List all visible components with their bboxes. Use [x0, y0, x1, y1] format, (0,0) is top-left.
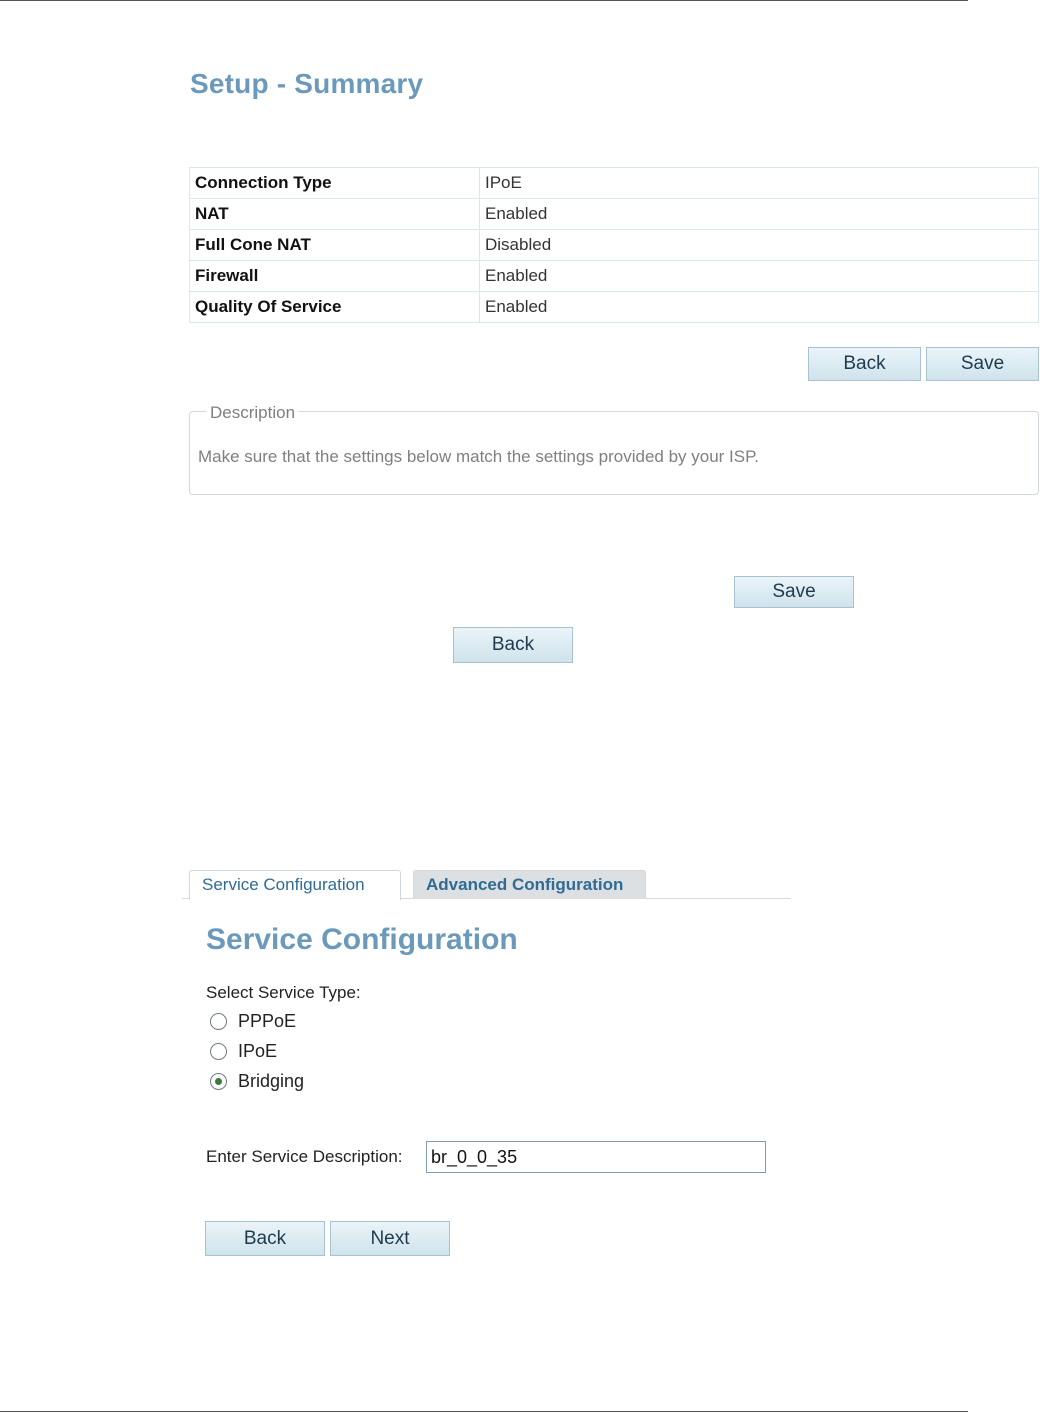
- page-title: Setup - Summary: [190, 68, 424, 99]
- page-bottom-rule: [0, 1411, 968, 1412]
- row-label: Connection Type: [190, 168, 480, 199]
- save-button[interactable]: Save: [734, 576, 854, 608]
- page-top-rule: [0, 0, 968, 1]
- row-label: NAT: [190, 199, 480, 230]
- radio-label: Bridging: [238, 1070, 305, 1091]
- radio-option-bridging[interactable]: [210, 1070, 304, 1092]
- service-title: Service Configuration: [206, 923, 518, 956]
- table-row: [190, 199, 1039, 230]
- row-label: Full Cone NAT: [190, 230, 480, 261]
- tab-service-configuration[interactable]: Service Configuration: [189, 870, 401, 900]
- radio-option-ipoe[interactable]: [210, 1040, 277, 1062]
- row-value: IPoE: [480, 168, 1039, 199]
- table-row: [190, 292, 1039, 323]
- next-button[interactable]: Next: [330, 1221, 450, 1256]
- description-box: [189, 403, 1039, 495]
- row-label: Firewall: [190, 261, 480, 292]
- description-text: Make sure that the settings below match the settings provided by your ISP.: [198, 447, 759, 466]
- radio-button-selected[interactable]: [210, 1073, 227, 1090]
- summary-table: [189, 167, 1039, 323]
- description-legend: Description: [206, 403, 299, 423]
- row-label: Quality Of Service: [190, 292, 480, 323]
- service-description-label: Enter Service Description:: [206, 1147, 403, 1166]
- table-row: [190, 261, 1039, 292]
- radio-option-pppoe[interactable]: [210, 1010, 296, 1032]
- radio-button[interactable]: [210, 1013, 227, 1030]
- service-description-input[interactable]: [426, 1141, 766, 1173]
- radio-label: PPPoE: [238, 1010, 297, 1031]
- row-value: Disabled: [480, 230, 1039, 261]
- radio-label: IPoE: [238, 1040, 278, 1061]
- summary-back-button[interactable]: Back: [808, 347, 921, 381]
- tab-advanced-configuration[interactable]: Advanced Configuration: [413, 870, 646, 899]
- row-value: Enabled: [480, 292, 1039, 323]
- table-row: [190, 168, 1039, 199]
- summary-save-button[interactable]: Save: [926, 347, 1039, 381]
- select-service-type-label: Select Service Type:: [206, 983, 361, 1002]
- back-button[interactable]: Back: [453, 627, 573, 663]
- row-value: Enabled: [480, 261, 1039, 292]
- table-row: [190, 230, 1039, 261]
- radio-button[interactable]: [210, 1043, 227, 1060]
- service-back-button[interactable]: Back: [205, 1221, 325, 1256]
- row-value: Enabled: [480, 199, 1039, 230]
